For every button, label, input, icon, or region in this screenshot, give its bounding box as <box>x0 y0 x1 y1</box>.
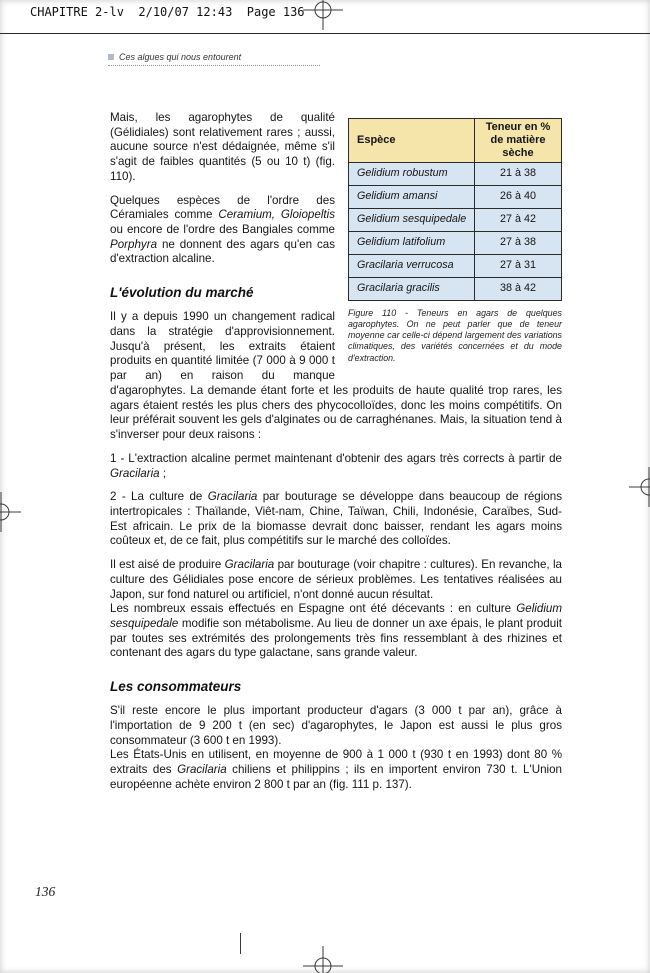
paragraph <box>110 452 562 481</box>
header-rule <box>0 33 650 34</box>
species-cell: Gelidium sesquipedale <box>349 209 475 232</box>
body-content <box>110 111 562 802</box>
section-heading: Les consommateurs <box>110 679 242 695</box>
species-cell: Gracilaria verrucosa <box>349 255 475 278</box>
text-run: ; <box>159 466 167 480</box>
value-header-line1: Teneur en % <box>485 120 551 133</box>
square-bullet-icon <box>108 54 114 60</box>
text-run: ne donnent des agars qu'en cas d'extraction alcaline. <box>110 237 335 266</box>
agar-table-head <box>349 119 562 163</box>
species-name-italic: Gracilaria <box>177 763 227 777</box>
table-row <box>349 255 562 278</box>
print-proof-header: CHAPITRE 2-lv 2/10/07 12:43 Page 136 <box>30 5 305 19</box>
registration-mark-right <box>629 467 650 507</box>
agar-content-table <box>348 118 562 301</box>
paragraph <box>110 602 562 661</box>
running-header-dotted-rule <box>108 65 320 66</box>
value-cell: 27 à 42 <box>475 209 562 232</box>
registration-mark-top <box>303 0 343 30</box>
paragraph <box>110 490 562 549</box>
table-row <box>349 163 562 186</box>
species-name-italic: Porphyra <box>110 237 158 251</box>
paragraph <box>110 704 562 748</box>
registration-mark-bottom <box>303 946 343 973</box>
species-cell: Gelidium robustum <box>349 163 475 186</box>
registration-mark-left <box>0 492 21 532</box>
species-cell: Gelidium latifolium <box>349 232 475 255</box>
figure-110 <box>348 118 562 364</box>
crop-tick <box>240 933 241 954</box>
paragraph <box>110 748 562 792</box>
text-run: Mais, les agarophytes de qualité (Gélidiales) sont relativement rares ; aussi, aucune source n'est dédaignée, même s'il s'agit de faibles quantités (5 ou 10 t) (fig. 110). <box>110 111 335 183</box>
running-header-text: Ces algues qui nous entourent <box>119 52 242 62</box>
section-heading: L'évolution du marché <box>110 285 254 301</box>
text-run: ou encore de l'ordre des Bangiales comme <box>110 223 335 237</box>
page-number: 136 <box>35 884 56 899</box>
species-name-italic: Gracilaria <box>207 490 258 504</box>
text-run: par bouturage (voir chapitre : cultures). En revanche, la culture des Gélidiales pose encore de sérieux problèmes. Les tentatives réalisées au Japon, sur fond naturel ou artificiel, n'ont donné aucun résultat. <box>110 558 562 601</box>
text-run: S'il reste encore le plus important producteur d'agars (3 000 t par an), grâce à l'importation de 9 200 t (en sec) d'agarophytes, le Japon est aussi le plus gros consommateur (3 600 t en 1993). <box>110 704 562 747</box>
species-name-italic: Gelidium sesquipedale <box>110 602 562 630</box>
text-run: modifie son métabolisme. Au lieu de donner un axe épais, le plant produit par toutes ses extrémités des prolongements très fins ressemblant à des rhizines et contenant des agars du type galactane, sans grande valeur. <box>110 616 562 660</box>
value-cell: 27 à 31 <box>475 255 562 278</box>
table-header-row <box>349 119 562 163</box>
table-row <box>349 232 562 255</box>
species-column-header: Espèce <box>349 119 475 163</box>
value-header-line2: de matière sèche <box>490 133 546 160</box>
text-run: Il y a depuis 1990 un changement radical dans la stratégie d'approvisionnement. Jusqu'à présent, les extraits étaient produits en quantité limitée (7 000 à 9 000 t par an) en raison du manque d'agarophytes. La demande étant forte et les produits de haute qualité trop rares, les agars étaient restés les plus chers des phycocolloïdes, donc les moins compétitifs. On leur préférait souvent les gels d'alginates ou de carraghénanes. Mais, la situation tend à s'inverser pour deux raisons : <box>110 310 562 442</box>
value-cell: 38 à 42 <box>475 278 562 301</box>
value-column-header <box>475 119 562 163</box>
value-cell: 21 à 38 <box>475 163 562 186</box>
running-header <box>108 52 320 66</box>
value-cell: 27 à 38 <box>475 232 562 255</box>
agar-table-body <box>349 163 562 301</box>
species-name-italic: Gracilaria <box>110 466 160 480</box>
text-run: Les États-Unis en utilisent, en moyenne de 900 à 1 000 t (930 t en 1993) dont 80 % extraits des <box>110 748 562 777</box>
text-run: 1 - L'extraction alcaline permet maintenant d'obtenir des agars très corrects à partir de <box>110 451 562 465</box>
figure-caption: Figure 110 - Teneurs en agars de quelques agarophytes. On ne peut parler que de teneur moyenne car celle-ci dépend largement des variations climatiques, des variétés concernées et du mode d'extraction. <box>348 308 562 363</box>
species-cell: Gracilaria gracilis <box>349 278 475 301</box>
text-run: Quelques espèces de l'ordre des Céramiales comme <box>110 193 335 222</box>
text-run: Il est aisé de produire <box>110 558 225 572</box>
table-row <box>349 209 562 232</box>
table-row <box>349 278 562 301</box>
paragraph <box>110 558 562 602</box>
text-run: 2 - La culture de <box>110 490 208 504</box>
table-row <box>349 186 562 209</box>
text-run: chiliens et philippins ; ils en importent environ 730 t. L'Union européenne achète environ 2 800 t par an (fig. 111 p. 137). <box>110 763 562 791</box>
species-name-italic: Ceramium, Gloiopeltis <box>218 208 335 222</box>
text-run: par bouturage se développe dans beaucoup de régions intertropicales : Thaïlande, Viêt-nam, Chine, Taïwan, Chili, Indonésie, Caraïbes, Sud-Est africain. Le prix de la biomasse devrait donc baisser, rendant les agars moins coûteux et, de ce fait, plus compétitifs sur le marché des colloïdes. <box>110 490 562 548</box>
value-cell: 26 à 40 <box>475 186 562 209</box>
text-run: Les nombreux essais effectués en Espagne ont été décevants : en culture <box>110 602 517 616</box>
species-name-italic: Gracilaria <box>224 558 275 572</box>
species-cell: Gelidium amansi <box>349 186 475 209</box>
